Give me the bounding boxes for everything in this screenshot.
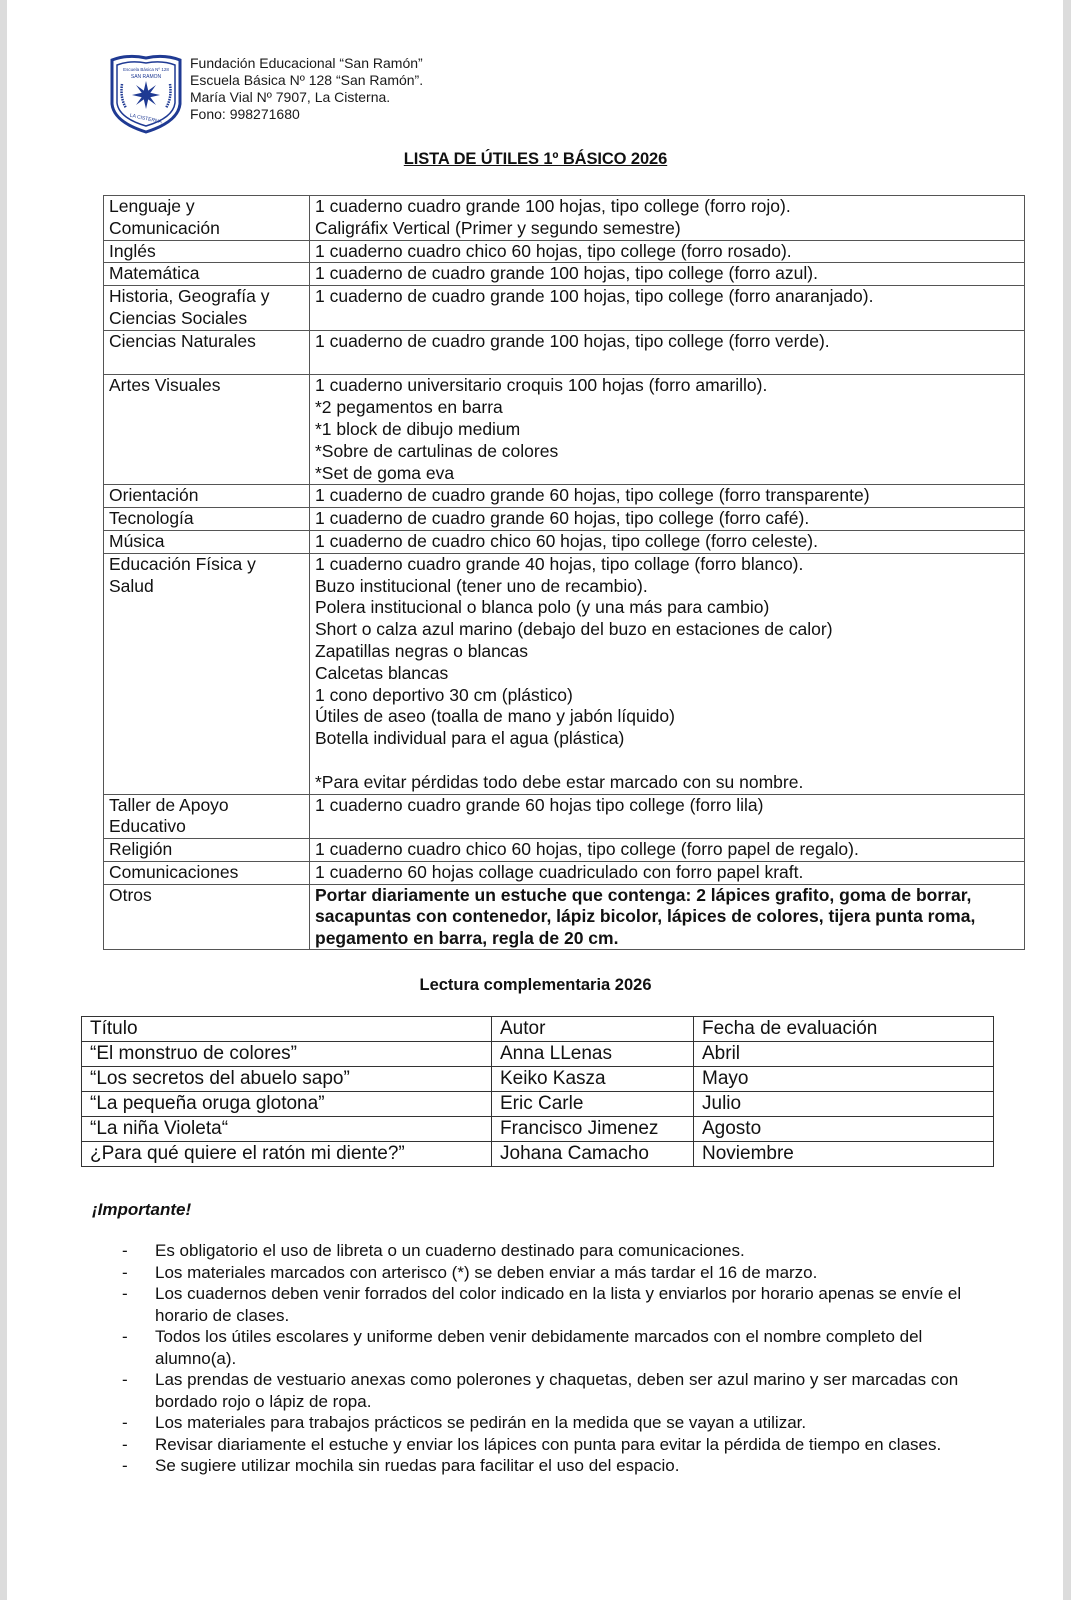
supply-item: 1 cuaderno de cuadro grande 60 hojas, tipo college (forro café). — [315, 508, 810, 529]
list-item — [122, 1412, 992, 1434]
subject-cell — [104, 196, 310, 241]
header-author: Autor — [492, 1017, 694, 1042]
reading-header-row — [82, 1017, 994, 1042]
supply-item: *2 pegamentos en barra — [315, 397, 503, 418]
supply-item: Botella individual para el agua (plástica) — [315, 728, 625, 749]
supply-item: 1 cuaderno cuadro grande 60 hojas tipo college (forro lila) — [315, 794, 764, 815]
book-title: “La niña Violeta“ — [82, 1117, 492, 1142]
supply-item: Buzo institucional (tener uno de recambio). — [315, 575, 648, 596]
bullet-dash: - — [122, 1370, 128, 1389]
list-item — [122, 1369, 992, 1412]
note-text: Revisar diariamente el estuche y enviar los lápices con punta para evitar la pérdida de tiempo en clases. — [155, 1434, 942, 1454]
supply-item: Short o calza azul marino (debajo del buzo en estaciones de calor) — [315, 619, 833, 640]
header-title: Título — [82, 1017, 492, 1042]
page-edge-right — [1063, 0, 1071, 1600]
subject-name: Comunicación — [109, 217, 220, 238]
book-author: Keiko Kasza — [492, 1067, 694, 1092]
subject-name: Salud — [109, 575, 154, 596]
table-row — [82, 1067, 994, 1092]
book-title: “La pequeña oruga glotona” — [82, 1092, 492, 1117]
subject-cell — [104, 884, 310, 950]
subject-cell — [104, 508, 310, 531]
bullet-dash: - — [122, 1241, 128, 1260]
bullet-dash: - — [122, 1262, 128, 1282]
items-cell — [310, 375, 1025, 485]
items-cell — [310, 861, 1025, 884]
subject-name: Lenguaje y — [109, 196, 195, 216]
table-row — [104, 286, 1025, 331]
items-cell — [310, 330, 1025, 375]
supply-item: *Para evitar pérdidas todo debe estar marcado con su nombre. — [315, 771, 804, 792]
table-row — [82, 1142, 994, 1167]
table-row — [104, 884, 1025, 950]
table-row — [104, 240, 1025, 263]
list-item — [122, 1283, 992, 1326]
important-notes-list — [122, 1240, 992, 1477]
subject-cell — [104, 861, 310, 884]
evaluation-date: Mayo — [694, 1067, 994, 1092]
note-text: Es obligatorio el uso de libreta o un cuaderno destinado para comunicaciones. — [155, 1241, 745, 1260]
school-address: María Vial Nº 7907, La Cisterna. — [190, 89, 391, 105]
note-text: Todos los útiles escolares y uniforme deben venir debidamente marcados con el nombre completo del alumno(a). — [155, 1327, 923, 1368]
items-cell — [310, 286, 1025, 331]
subject-cell — [104, 485, 310, 508]
subject-name: Educación Física y — [109, 553, 256, 574]
subject-cell — [104, 240, 310, 263]
letterhead — [108, 52, 423, 134]
supply-item: *Sobre de cartulinas de colores — [315, 440, 559, 461]
supply-item: 1 cuaderno cuadro grande 100 hojas, tipo college (forro rojo). — [315, 196, 791, 216]
subject-cell — [104, 794, 310, 839]
subject-cell — [104, 839, 310, 862]
book-title: “Los secretos del abuelo sapo” — [82, 1067, 492, 1092]
crest-bottom-text: LA CISTERNA — [129, 112, 163, 126]
reading-table — [81, 1016, 994, 1167]
table-row — [104, 375, 1025, 485]
items-cell — [310, 508, 1025, 531]
table-row — [104, 861, 1025, 884]
supply-item: 1 cuaderno de cuadro grande 100 hojas, tipo college (forro azul). — [315, 263, 818, 284]
table-row — [104, 508, 1025, 531]
supply-item: Caligráfix Vertical (Primer y segundo semestre) — [315, 217, 681, 238]
evaluation-date: Agosto — [694, 1117, 994, 1142]
subject-name: Matemática — [109, 263, 200, 284]
table-row — [82, 1092, 994, 1117]
supply-item: 1 cuaderno cuadro grande 40 hojas, tipo collage (forro blanco). — [315, 553, 804, 574]
items-cell — [310, 240, 1025, 263]
table-row — [82, 1042, 994, 1067]
book-title: “El monstruo de colores” — [82, 1042, 492, 1067]
table-row — [104, 263, 1025, 286]
bullet-dash: - — [122, 1456, 128, 1475]
subject-cell — [104, 286, 310, 331]
reading-section-title: Lectura complementaria 2026 — [419, 976, 652, 994]
table-row — [104, 530, 1025, 553]
list-item — [122, 1326, 992, 1369]
note-text: Los cuadernos deben venir forrados del color indicado en la lista y enviarlos por horario apenas se envíe el horario de clases. — [155, 1284, 962, 1325]
document-title: LISTA DE ÚTILES 1º BÁSICO 2026 — [403, 150, 668, 168]
list-item — [122, 1240, 992, 1262]
book-title: ¿Para qué quiere el ratón mi diente?” — [82, 1142, 492, 1167]
evaluation-date: Noviembre — [694, 1142, 994, 1167]
supply-item: Zapatillas negras o blancas — [315, 640, 529, 661]
subject-name: Orientación — [109, 485, 199, 506]
items-cell — [310, 553, 1025, 794]
subject-cell — [104, 263, 310, 286]
subject-name: Educativo — [109, 816, 186, 837]
table-row — [104, 330, 1025, 375]
page-edge-left — [0, 0, 7, 1600]
bullet-dash: - — [122, 1327, 128, 1346]
supply-item: Útiles de aseo (toalla de mano y jabón líquido) — [315, 706, 675, 727]
supply-item: 1 cuaderno 60 hojas collage cuadriculado con forro papel kraft. — [315, 861, 804, 882]
supply-item: 1 cuaderno de cuadro grande 100 hojas, tipo college (forro anaranjado). — [315, 286, 874, 307]
items-cell — [310, 263, 1025, 286]
supply-item — [315, 353, 1019, 375]
subject-cell — [104, 553, 310, 794]
subject-name: Historia, Geografía y — [109, 286, 270, 307]
subject-name: Artes Visuales — [109, 375, 221, 396]
subject-name: Religión — [109, 839, 173, 860]
note-text: Los materiales marcados con arterisco (*) se deben enviar a más tardar el 16 de marzo. — [155, 1262, 818, 1282]
important-heading: ¡Importante! — [92, 1200, 192, 1219]
subject-name: Música — [109, 530, 165, 551]
crest-name-text: SAN RAMON — [130, 74, 162, 80]
items-cell — [310, 794, 1025, 839]
supply-item: 1 cuaderno cuadro chico 60 hojas, tipo college (forro rosado). — [315, 240, 792, 261]
items-cell — [310, 530, 1025, 553]
items-cell — [310, 485, 1025, 508]
supply-item: 1 cuaderno de cuadro chico 60 hojas, tipo college (forro celeste). — [315, 530, 818, 551]
supply-item: 1 cuaderno cuadro chico 60 hojas, tipo college (forro papel de regalo). — [315, 839, 859, 860]
supply-item: Polera institucional o blanca polo (y una más para cambio) — [315, 597, 770, 618]
subject-name: Tecnología — [109, 508, 194, 529]
bullet-dash: - — [122, 1284, 128, 1303]
table-row — [82, 1117, 994, 1142]
items-cell — [310, 884, 1025, 950]
list-item — [122, 1434, 992, 1456]
evaluation-date: Julio — [694, 1092, 994, 1117]
table-row — [104, 485, 1025, 508]
book-author: Anna LLenas — [492, 1042, 694, 1067]
evaluation-date: Abril — [694, 1042, 994, 1067]
table-row — [104, 553, 1025, 794]
list-item — [122, 1262, 992, 1284]
table-row — [104, 839, 1025, 862]
supply-item: 1 cuaderno de cuadro grande 100 hojas, tipo college (forro verde). — [315, 330, 830, 351]
supply-item: 1 cuaderno universitario croquis 100 hojas (forro amarillo). — [315, 375, 768, 396]
book-author: Francisco Jimenez — [492, 1117, 694, 1142]
supplies-table — [103, 195, 1025, 950]
supply-item: *Set de goma eva — [315, 462, 455, 483]
bullet-dash: - — [122, 1413, 128, 1432]
table-row — [104, 196, 1025, 241]
subject-name: Otros — [109, 884, 152, 905]
school-name: Escuela Básica Nº 128 “San Ramón”. — [190, 72, 424, 88]
subject-name: Comunicaciones — [109, 861, 239, 882]
subject-name: Inglés — [109, 240, 156, 261]
subject-name: Ciencias Sociales — [109, 307, 248, 328]
supply-item: *1 block de dibujo medium — [315, 418, 521, 439]
note-text: Se sugiere utilizar mochila sin ruedas para facilitar el uso del espacio. — [155, 1456, 680, 1475]
table-row — [104, 794, 1025, 839]
supply-item: 1 cuaderno de cuadro grande 60 hojas, tipo college (forro transparente) — [315, 485, 870, 506]
items-cell — [310, 196, 1025, 241]
note-text: Los materiales para trabajos prácticos se pedirán en la medida que se vayan a utilizar. — [155, 1413, 807, 1432]
subject-name: Taller de Apoyo — [109, 794, 229, 815]
header-evaluation-date: Fecha de evaluación — [694, 1017, 994, 1042]
subject-cell — [104, 330, 310, 375]
book-author: Johana Camacho — [492, 1142, 694, 1167]
items-cell — [310, 839, 1025, 862]
subject-cell — [104, 530, 310, 553]
crest-top-text: Escuela Básica Nº 128 — [123, 67, 169, 72]
supply-item: 1 cono deportivo 30 cm (plástico) — [315, 684, 573, 705]
supply-item: Calcetas blancas — [315, 662, 449, 683]
book-author: Eric Carle — [492, 1092, 694, 1117]
foundation-name: Fundación Educacional “San Ramón” — [190, 55, 423, 71]
bullet-dash: - — [122, 1434, 128, 1454]
subject-cell — [104, 375, 310, 485]
list-item — [122, 1455, 992, 1477]
school-phone: Fono: 998271680 — [190, 106, 300, 122]
supply-item — [315, 750, 1019, 772]
supply-item: Portar diariamente un estuche que contenga: 2 lápices grafito, goma de borrar, sacapuntas con contenedor, lápiz bicolor, lápices de colores, tijera punta roma, pegamento en barra, regla de 20 cm. — [315, 884, 976, 948]
subject-name: Ciencias Naturales — [109, 330, 256, 351]
note-text: Las prendas de vestuario anexas como polerones y chaquetas, deben ser azul marino y ser marcadas con bordado rojo o lápiz de ropa. — [155, 1370, 959, 1411]
school-crest-icon — [108, 52, 184, 134]
